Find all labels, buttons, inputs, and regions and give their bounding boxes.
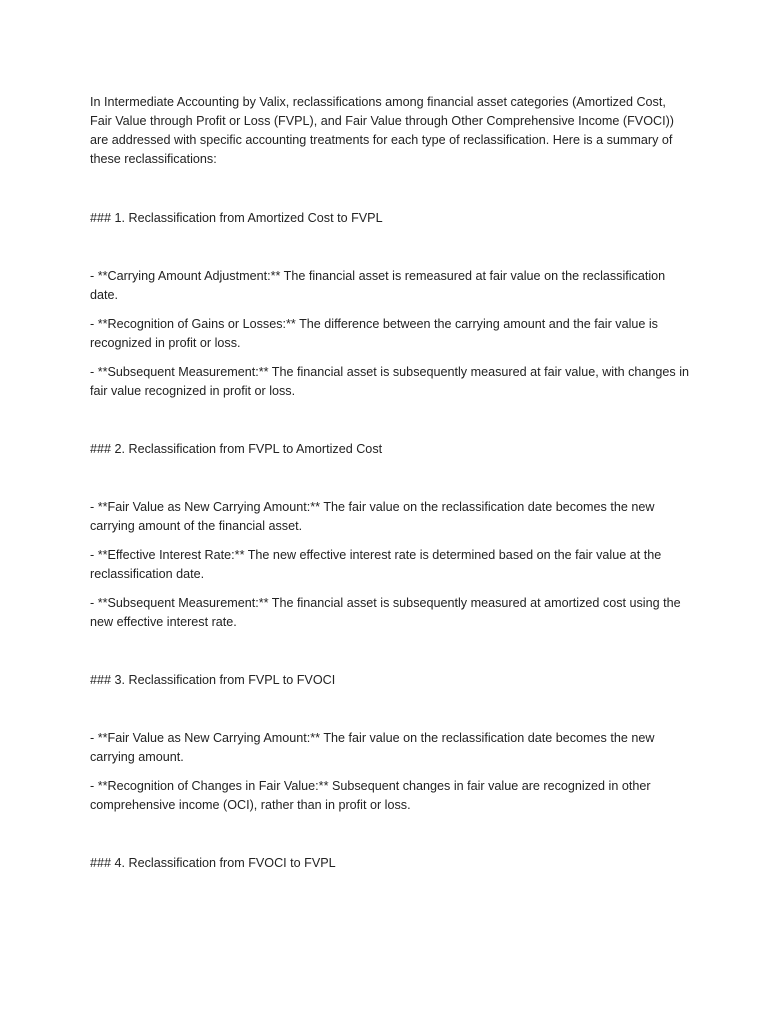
section-3-bullet-1: - **Fair Value as New Carrying Amount:** The fair value on the reclassification date becomes the new carrying amount. [90, 731, 658, 764]
section-2-bullet-3: - **Subsequent Measurement:** The financial asset is subsequently measured at amortized cost using the new effective interest rate. [90, 596, 685, 629]
document-page [90, 93, 693, 912]
section-3-bullet-2: - **Recognition of Changes in Fair Value:** Subsequent changes in fair value are recognized in other comprehensive income (OCI), rather than in profit or loss. [90, 779, 655, 812]
section-spacer [90, 825, 690, 854]
section-1-bullet-2: - **Recognition of Gains or Losses:** The difference between the carrying amount and the fair value is recognized in profit or loss. [90, 317, 662, 350]
section-spacer [90, 642, 690, 671]
section-3-heading: ### 3. Reclassification from FVPL to FVOCI [90, 673, 336, 687]
section-1-bullet-3: - **Subsequent Measurement:** The financial asset is subsequently measured at fair value, with changes in fair value recognized in profit or loss. [90, 365, 693, 398]
section-2-bullet-2: - **Effective Interest Rate:** The new effective interest rate is determined based on the fair value at the reclassification date. [90, 548, 665, 581]
section-2-heading: ### 2. Reclassification from FVPL to Amortized Cost [90, 442, 383, 456]
section-1-bullet-1: - **Carrying Amount Adjustment:** The financial asset is remeasured at fair value on the reclassification date. [90, 269, 669, 302]
section-2-bullet-1: - **Fair Value as New Carrying Amount:** The fair value on the reclassification date becomes the new carrying amount of the financial asset. [90, 500, 658, 533]
intro-paragraph: In Intermediate Accounting by Valix, reclassifications among financial asset categories (Amortized Cost, Fair Value through Profit or Loss (FVPL), and Fair Value through Other Comprehensive Income (FVOCI)) are addressed with specific accounting treatments for each type of reclassification. Here is a summary of these reclassifications: [90, 95, 678, 166]
section-spacer [90, 411, 690, 440]
section-4-heading: ### 4. Reclassification from FVOCI to FVPL [90, 856, 336, 870]
section-1-heading: ### 1. Reclassification from Amortized Cost to FVPL [90, 211, 383, 225]
